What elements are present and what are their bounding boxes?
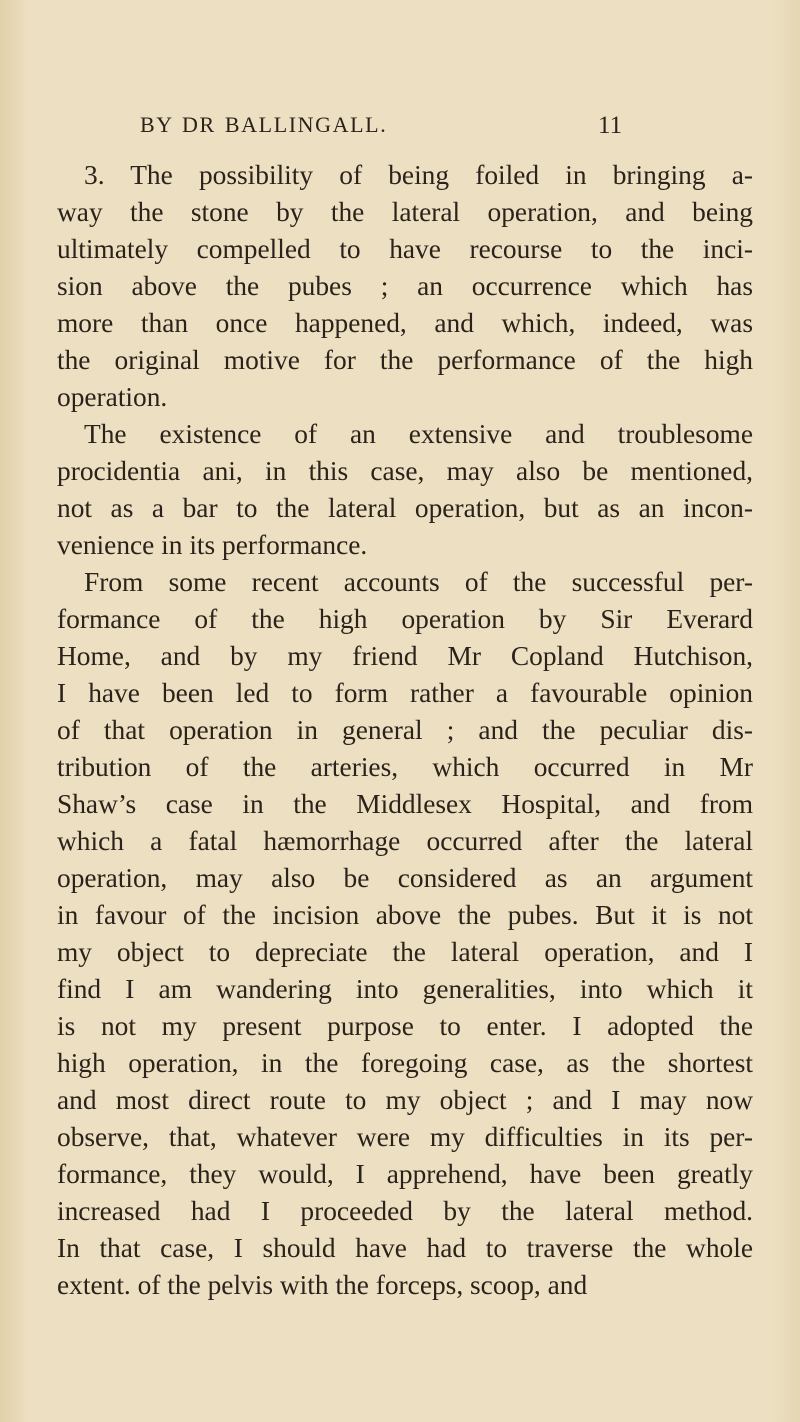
text-line: find I am wandering into generalities, into which it xyxy=(57,974,753,1004)
text-line: increased had I proceeded by the lateral method. xyxy=(57,1196,753,1226)
text-line: my object to depreciate the lateral operation, and I xyxy=(57,937,753,967)
text-line: formance of the high operation by Sir Everard xyxy=(57,604,753,634)
text-line: observe, that, whatever were my difficulties in its per- xyxy=(57,1122,753,1152)
text-line: I have been led to form rather a favourable opinion xyxy=(57,678,753,708)
text-line: procidentia ani, in this case, may also be mentioned, xyxy=(57,456,753,486)
text-line: 3. The possibility of being foiled in bringing a- xyxy=(84,160,753,190)
text-line: Shaw’s case in the Middlesex Hospital, and from xyxy=(57,789,753,819)
text-line: From some recent accounts of the successful per- xyxy=(84,567,753,597)
text-line: and most direct route to my object ; and I may now xyxy=(57,1085,753,1115)
text-line: high operation, in the foregoing case, as the shortest xyxy=(57,1048,753,1078)
text-line: In that case, I should have had to traverse the whole xyxy=(57,1233,753,1263)
text-line: venience in its performance. xyxy=(57,530,368,560)
text-line: of that operation in general ; and the peculiar dis- xyxy=(57,715,753,745)
text-line: The existence of an extensive and troublesome xyxy=(84,419,753,449)
page-number: 11 xyxy=(598,112,623,139)
running-head: BY DR BALLINGALL. xyxy=(140,112,388,137)
text-line: Home, and by my friend Mr Copland Hutchison, xyxy=(57,641,753,671)
body-text xyxy=(57,157,753,1304)
text-line: extent. of the pelvis with the forceps, scoop, and xyxy=(57,1270,588,1300)
page-header xyxy=(0,112,800,142)
text-line: which a fatal hæmorrhage occurred after the lateral xyxy=(57,826,753,856)
text-line: the original motive for the performance of the high xyxy=(57,345,753,375)
text-line: operation. xyxy=(57,382,168,412)
text-line: more than once happened, and which, indeed, was xyxy=(57,308,753,338)
text-line: ultimately compelled to have recourse to the inci- xyxy=(57,234,753,264)
text-line: sion above the pubes ; an occurrence which has xyxy=(57,271,753,301)
text-line: is not my present purpose to enter. I adopted the xyxy=(57,1011,753,1041)
text-line: formance, they would, I apprehend, have been greatly xyxy=(57,1159,753,1189)
text-line: in favour of the incision above the pubes. But it is not xyxy=(57,900,753,930)
text-line: not as a bar to the lateral operation, but as an incon- xyxy=(57,493,753,523)
text-line: tribution of the arteries, which occurred in Mr xyxy=(57,752,753,782)
text-line: way the stone by the lateral operation, and being xyxy=(57,197,753,227)
text-line: operation, may also be considered as an argument xyxy=(57,863,753,893)
